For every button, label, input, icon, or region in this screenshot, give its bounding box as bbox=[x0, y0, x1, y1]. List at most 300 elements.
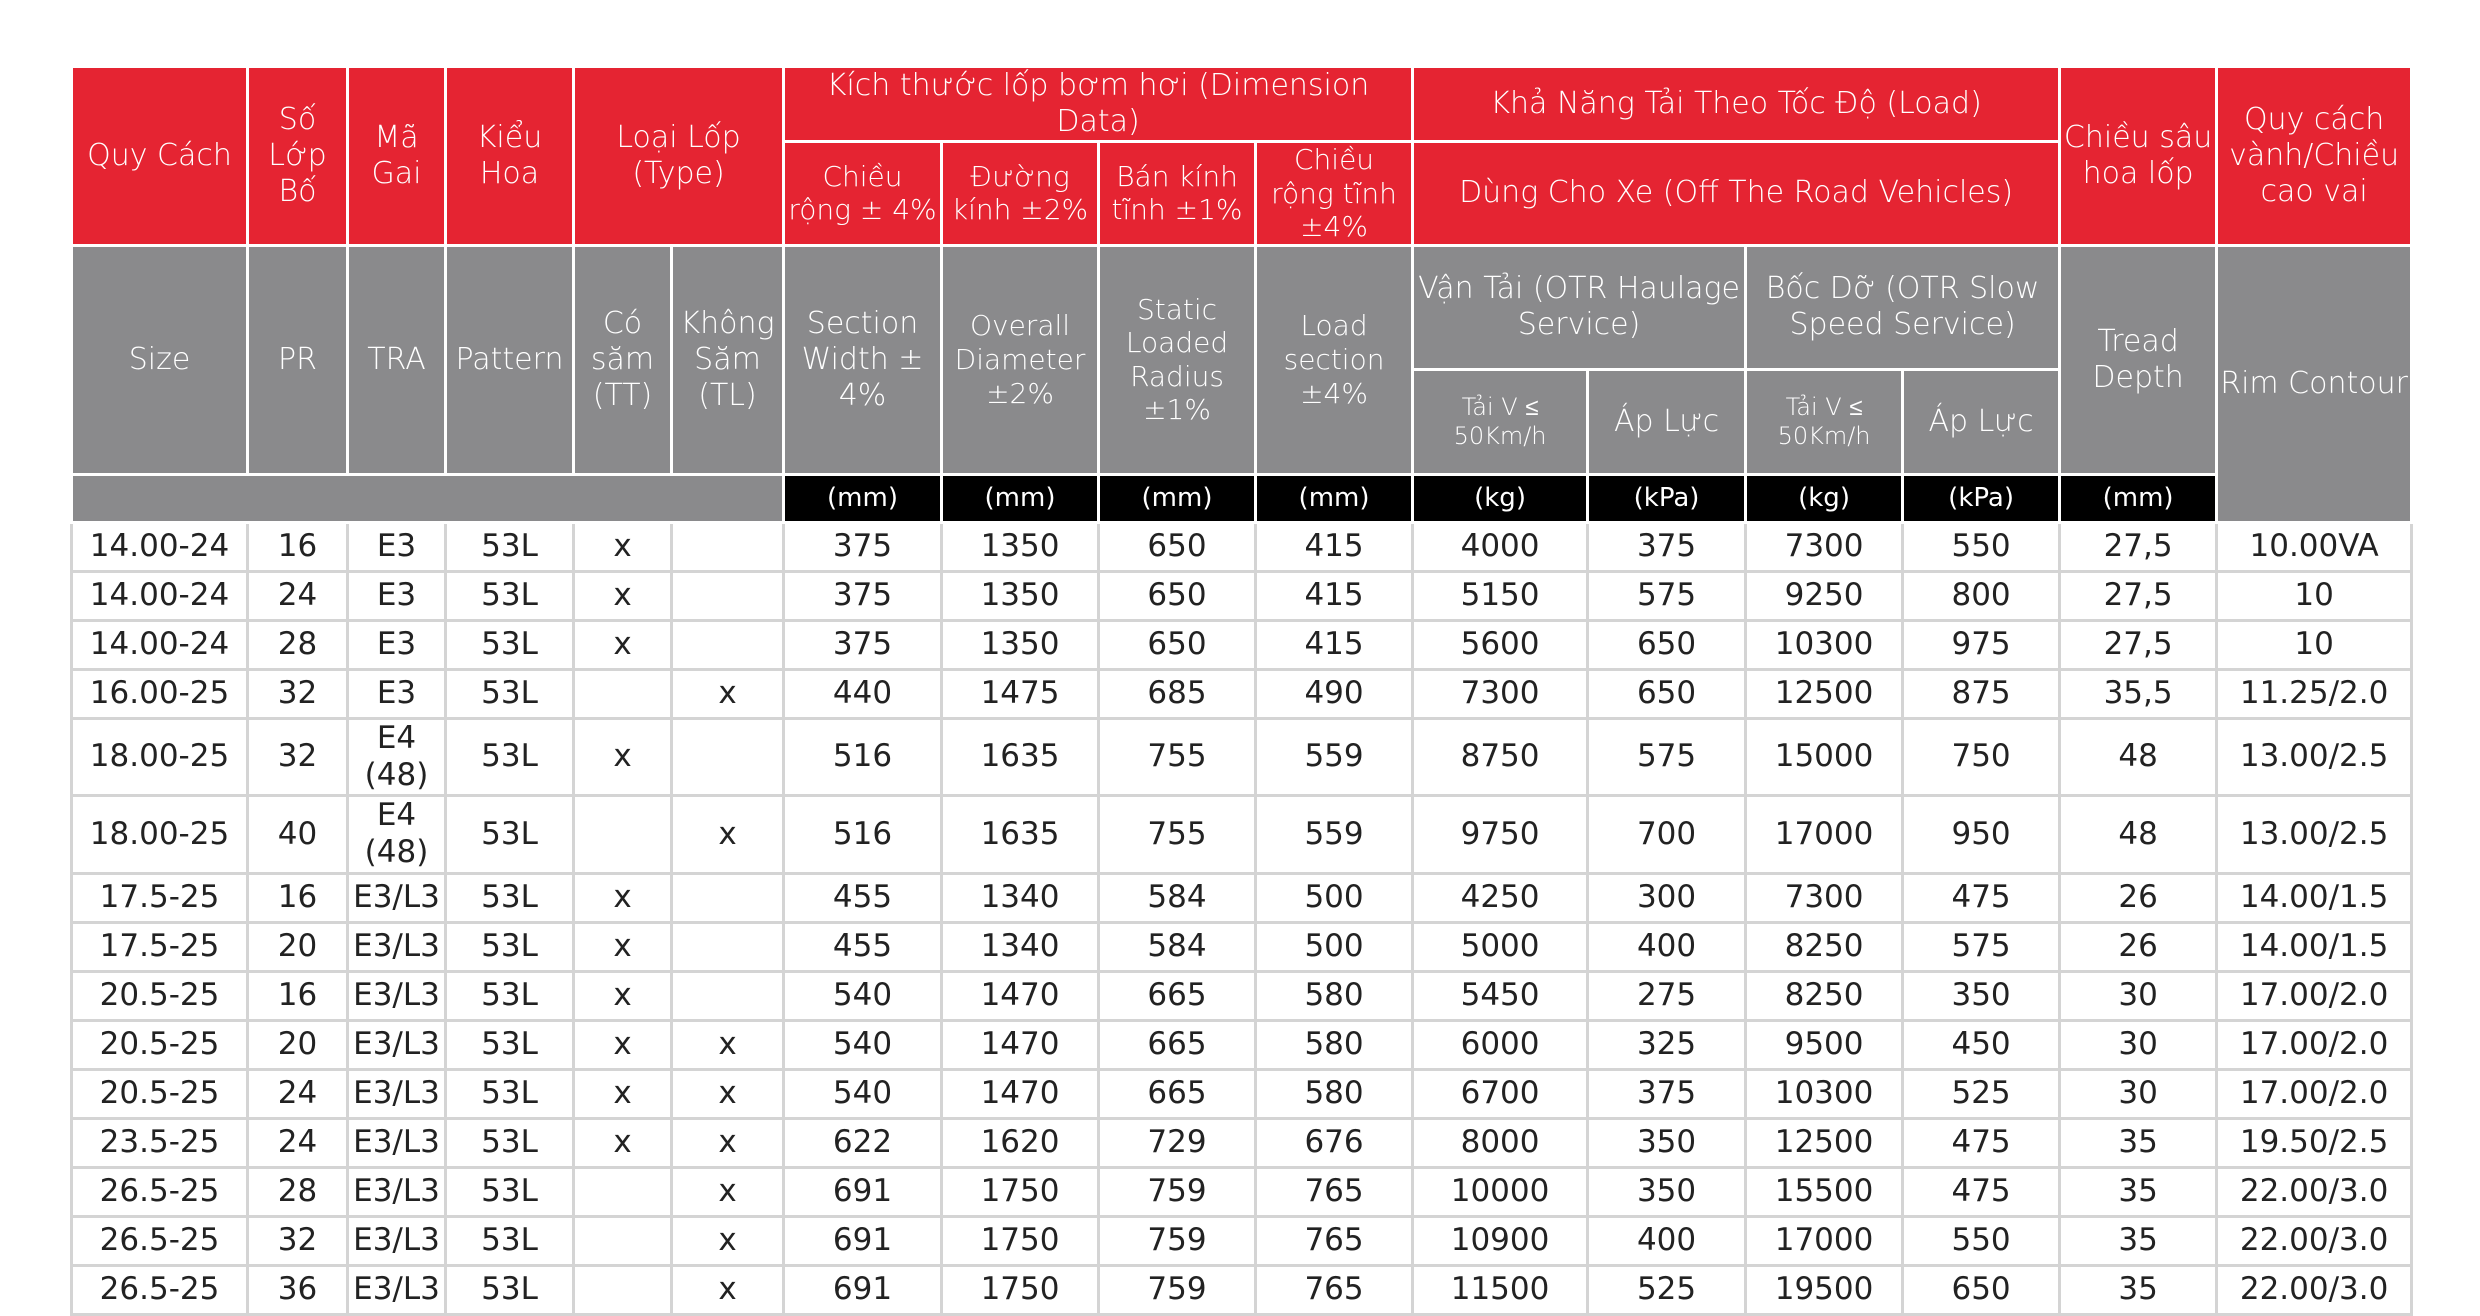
table-row bbox=[72, 1167, 2412, 1216]
cell-pattern: 53L bbox=[446, 1069, 574, 1118]
cell-overall-diameter: 1470 bbox=[942, 971, 1099, 1020]
cell-section-width: 516 bbox=[784, 796, 942, 873]
cell-section-width: 540 bbox=[784, 971, 942, 1020]
cell-load-section: 559 bbox=[1256, 796, 1413, 873]
cell-static-radius: 584 bbox=[1099, 873, 1256, 922]
cell-pattern: 53L bbox=[446, 1020, 574, 1069]
cell-haulage-pressure: 400 bbox=[1588, 1216, 1746, 1265]
cell-pr: 24 bbox=[248, 1069, 348, 1118]
cell-load-section: 559 bbox=[1256, 718, 1413, 795]
cell-size: 20.5-25 bbox=[72, 1020, 248, 1069]
cell-tra: E3/L3 bbox=[348, 1265, 446, 1314]
cell-size: 26.5-25 bbox=[72, 1265, 248, 1314]
cell-slow-load: 17000 bbox=[1746, 1216, 1903, 1265]
table-body bbox=[72, 67, 2412, 1315]
cell-static-radius: 650 bbox=[1099, 571, 1256, 620]
cell-static-radius: 759 bbox=[1099, 1265, 1256, 1314]
cell-slow-pressure: 950 bbox=[1903, 796, 2060, 873]
cell-rim-contour: 11.25/2.0 bbox=[2217, 669, 2412, 718]
cell-pr: 32 bbox=[248, 1216, 348, 1265]
cell-static-radius: 665 bbox=[1099, 1020, 1256, 1069]
unit-haulage-load: (kg) bbox=[1413, 474, 1588, 522]
cell-tread-depth: 30 bbox=[2060, 1069, 2217, 1118]
cell-size: 16.00-25 bbox=[72, 669, 248, 718]
cell-pattern: 53L bbox=[446, 718, 574, 795]
cell-tl bbox=[672, 873, 784, 922]
cell-slow-load: 15000 bbox=[1746, 718, 1903, 795]
cell-static-radius: 755 bbox=[1099, 796, 1256, 873]
cell-tl: x bbox=[672, 1020, 784, 1069]
header-section-width-en: Section Width ± 4% bbox=[784, 245, 942, 474]
cell-overall-diameter: 1470 bbox=[942, 1069, 1099, 1118]
cell-section-width: 440 bbox=[784, 669, 942, 718]
tire-spec-table bbox=[70, 65, 2413, 1316]
cell-tra: E3/L3 bbox=[348, 1118, 446, 1167]
table-row bbox=[72, 1069, 2412, 1118]
table-row bbox=[72, 669, 2412, 718]
cell-static-radius: 650 bbox=[1099, 522, 1256, 571]
cell-pr: 24 bbox=[248, 571, 348, 620]
cell-static-radius: 729 bbox=[1099, 1118, 1256, 1167]
cell-tl bbox=[672, 522, 784, 571]
cell-overall-diameter: 1635 bbox=[942, 796, 1099, 873]
cell-size: 20.5-25 bbox=[72, 1069, 248, 1118]
cell-section-width: 691 bbox=[784, 1265, 942, 1314]
cell-haulage-load: 8750 bbox=[1413, 718, 1588, 795]
units-spacer bbox=[72, 474, 784, 522]
cell-rim-contour: 22.00/3.0 bbox=[2217, 1265, 2412, 1314]
cell-tt: x bbox=[574, 1069, 672, 1118]
cell-tl bbox=[672, 922, 784, 971]
cell-load-section: 765 bbox=[1256, 1265, 1413, 1314]
cell-haulage-load: 5450 bbox=[1413, 971, 1588, 1020]
header-pr-vi: Số Lớp Bố bbox=[248, 67, 348, 246]
cell-tt: x bbox=[574, 571, 672, 620]
cell-load-section: 500 bbox=[1256, 873, 1413, 922]
cell-slow-pressure: 350 bbox=[1903, 971, 2060, 1020]
cell-haulage-pressure: 575 bbox=[1588, 571, 1746, 620]
header-load-sub: Dùng Cho Xe (Off The Road Vehicles) bbox=[1413, 142, 2060, 246]
header-size-vi: Quy Cách bbox=[72, 67, 248, 246]
cell-tra: E3 bbox=[348, 669, 446, 718]
cell-section-width: 455 bbox=[784, 922, 942, 971]
cell-slow-load: 8250 bbox=[1746, 922, 1903, 971]
cell-haulage-load: 4000 bbox=[1413, 522, 1588, 571]
table-row bbox=[72, 922, 2412, 971]
cell-tl bbox=[672, 571, 784, 620]
cell-slow-load: 9250 bbox=[1746, 571, 1903, 620]
cell-load-section: 580 bbox=[1256, 1069, 1413, 1118]
table-row bbox=[72, 1020, 2412, 1069]
cell-pattern: 53L bbox=[446, 620, 574, 669]
cell-overall-diameter: 1340 bbox=[942, 873, 1099, 922]
table-row bbox=[72, 522, 2412, 571]
cell-overall-diameter: 1350 bbox=[942, 522, 1099, 571]
cell-tread-depth: 35 bbox=[2060, 1167, 2217, 1216]
cell-tl: x bbox=[672, 669, 784, 718]
cell-load-section: 500 bbox=[1256, 922, 1413, 971]
cell-pr: 16 bbox=[248, 971, 348, 1020]
cell-tl bbox=[672, 718, 784, 795]
cell-haulage-load: 6700 bbox=[1413, 1069, 1588, 1118]
header-pr-en: PR bbox=[248, 245, 348, 474]
cell-haulage-load: 6000 bbox=[1413, 1020, 1588, 1069]
unit-section-width: (mm) bbox=[784, 474, 942, 522]
cell-tra: E3/L3 bbox=[348, 1020, 446, 1069]
table-row bbox=[72, 620, 2412, 669]
unit-load-section: (mm) bbox=[1256, 474, 1413, 522]
cell-tread-depth: 48 bbox=[2060, 796, 2217, 873]
header-units-row bbox=[72, 474, 2412, 522]
cell-slow-load: 7300 bbox=[1746, 873, 1903, 922]
cell-size: 14.00-24 bbox=[72, 571, 248, 620]
cell-tt: x bbox=[574, 522, 672, 571]
cell-tread-depth: 26 bbox=[2060, 873, 2217, 922]
cell-pattern: 53L bbox=[446, 971, 574, 1020]
cell-tra: E3/L3 bbox=[348, 873, 446, 922]
cell-pattern: 53L bbox=[446, 669, 574, 718]
cell-haulage-load: 11500 bbox=[1413, 1265, 1588, 1314]
cell-tra: E3/L3 bbox=[348, 971, 446, 1020]
header-row-vi-top bbox=[72, 67, 2412, 142]
cell-pattern: 53L bbox=[446, 922, 574, 971]
cell-haulage-load: 10900 bbox=[1413, 1216, 1588, 1265]
cell-section-width: 375 bbox=[784, 571, 942, 620]
cell-haulage-load: 5600 bbox=[1413, 620, 1588, 669]
cell-tl bbox=[672, 971, 784, 1020]
table-row bbox=[72, 796, 2412, 873]
cell-tt: x bbox=[574, 1020, 672, 1069]
cell-pattern: 53L bbox=[446, 1265, 574, 1314]
cell-size: 26.5-25 bbox=[72, 1167, 248, 1216]
cell-overall-diameter: 1470 bbox=[942, 1020, 1099, 1069]
table-row bbox=[72, 873, 2412, 922]
cell-tl: x bbox=[672, 1216, 784, 1265]
table-row bbox=[72, 971, 2412, 1020]
cell-slow-load: 19500 bbox=[1746, 1265, 1903, 1314]
cell-tra: E3 bbox=[348, 522, 446, 571]
cell-section-width: 516 bbox=[784, 718, 942, 795]
cell-size: 20.5-25 bbox=[72, 971, 248, 1020]
cell-tl: x bbox=[672, 1167, 784, 1216]
cell-overall-diameter: 1750 bbox=[942, 1265, 1099, 1314]
cell-load-section: 580 bbox=[1256, 1020, 1413, 1069]
cell-tt bbox=[574, 1265, 672, 1314]
cell-haulage-load: 8000 bbox=[1413, 1118, 1588, 1167]
cell-pattern: 53L bbox=[446, 1216, 574, 1265]
header-haulage-load: Tải V ≤ 50Km/h bbox=[1413, 369, 1588, 474]
cell-slow-load: 12500 bbox=[1746, 1118, 1903, 1167]
cell-slow-pressure: 475 bbox=[1903, 1167, 2060, 1216]
cell-tt bbox=[574, 1167, 672, 1216]
cell-rim-contour: 13.00/2.5 bbox=[2217, 718, 2412, 795]
cell-tl bbox=[672, 620, 784, 669]
cell-rim-contour: 22.00/3.0 bbox=[2217, 1216, 2412, 1265]
cell-haulage-load: 7300 bbox=[1413, 669, 1588, 718]
cell-haulage-pressure: 575 bbox=[1588, 718, 1746, 795]
cell-slow-pressure: 750 bbox=[1903, 718, 2060, 795]
cell-pr: 28 bbox=[248, 1167, 348, 1216]
cell-tra: E3 bbox=[348, 571, 446, 620]
header-slow-speed: Bốc Dỡ (OTR Slow Speed Service) bbox=[1746, 245, 2060, 369]
cell-slow-load: 8250 bbox=[1746, 971, 1903, 1020]
cell-tra: E3/L3 bbox=[348, 922, 446, 971]
cell-tt: x bbox=[574, 971, 672, 1020]
cell-section-width: 540 bbox=[784, 1020, 942, 1069]
cell-tra: E3/L3 bbox=[348, 1167, 446, 1216]
cell-size: 14.00-24 bbox=[72, 620, 248, 669]
cell-pr: 28 bbox=[248, 620, 348, 669]
cell-pattern: 53L bbox=[446, 571, 574, 620]
header-type-tt: Có săm (TT) bbox=[574, 245, 672, 474]
cell-rim-contour: 13.00/2.5 bbox=[2217, 796, 2412, 873]
cell-load-section: 415 bbox=[1256, 571, 1413, 620]
cell-rim-contour: 14.00/1.5 bbox=[2217, 873, 2412, 922]
header-tread-en: Tread Depth bbox=[2060, 245, 2217, 474]
cell-tt: x bbox=[574, 922, 672, 971]
cell-tra: E3 bbox=[348, 620, 446, 669]
unit-haulage-pressure: (kPa) bbox=[1588, 474, 1746, 522]
cell-pattern: 53L bbox=[446, 796, 574, 873]
cell-pattern: 53L bbox=[446, 522, 574, 571]
cell-tra: E3/L3 bbox=[348, 1216, 446, 1265]
cell-overall-diameter: 1350 bbox=[942, 571, 1099, 620]
cell-slow-pressure: 475 bbox=[1903, 1118, 2060, 1167]
cell-tread-depth: 35,5 bbox=[2060, 669, 2217, 718]
table-row bbox=[72, 1265, 2412, 1314]
header-static-radius-vi: Bán kính tĩnh ±1% bbox=[1099, 142, 1256, 246]
cell-rim-contour: 22.00/3.0 bbox=[2217, 1167, 2412, 1216]
cell-section-width: 375 bbox=[784, 522, 942, 571]
header-slow-load: Tải V ≤ 50Km/h bbox=[1746, 369, 1903, 474]
cell-size: 23.5-25 bbox=[72, 1118, 248, 1167]
cell-tl: x bbox=[672, 1069, 784, 1118]
cell-static-radius: 584 bbox=[1099, 922, 1256, 971]
cell-load-section: 415 bbox=[1256, 522, 1413, 571]
cell-rim-contour: 10.00VA bbox=[2217, 522, 2412, 571]
cell-load-section: 490 bbox=[1256, 669, 1413, 718]
cell-pattern: 53L bbox=[446, 1118, 574, 1167]
cell-haulage-load: 5150 bbox=[1413, 571, 1588, 620]
cell-tl: x bbox=[672, 796, 784, 873]
cell-section-width: 622 bbox=[784, 1118, 942, 1167]
cell-haulage-pressure: 375 bbox=[1588, 1069, 1746, 1118]
cell-static-radius: 685 bbox=[1099, 669, 1256, 718]
cell-static-radius: 665 bbox=[1099, 971, 1256, 1020]
table-row bbox=[72, 1216, 2412, 1265]
cell-haulage-pressure: 325 bbox=[1588, 1020, 1746, 1069]
header-load-section-vi: Chiều rộng tĩnh ±4% bbox=[1256, 142, 1413, 246]
cell-tt bbox=[574, 1216, 672, 1265]
cell-pattern: 53L bbox=[446, 1167, 574, 1216]
header-static-radius-en: Static Loaded Radius ±1% bbox=[1099, 245, 1256, 474]
header-haulage: Vận Tải (OTR Haulage Service) bbox=[1413, 245, 1746, 369]
cell-haulage-load: 4250 bbox=[1413, 873, 1588, 922]
cell-tt bbox=[574, 669, 672, 718]
cell-static-radius: 759 bbox=[1099, 1216, 1256, 1265]
cell-slow-load: 10300 bbox=[1746, 1069, 1903, 1118]
header-load-group: Khả Năng Tải Theo Tốc Độ (Load) bbox=[1413, 67, 2060, 142]
cell-static-radius: 755 bbox=[1099, 718, 1256, 795]
cell-slow-pressure: 875 bbox=[1903, 669, 2060, 718]
cell-tread-depth: 27,5 bbox=[2060, 620, 2217, 669]
cell-tread-depth: 30 bbox=[2060, 971, 2217, 1020]
header-tread-vi: Chiều sâu hoa lốp bbox=[2060, 67, 2217, 246]
cell-haulage-load: 9750 bbox=[1413, 796, 1588, 873]
unit-static-radius: (mm) bbox=[1099, 474, 1256, 522]
cell-tra: E4 (48) bbox=[348, 796, 446, 873]
cell-section-width: 691 bbox=[784, 1216, 942, 1265]
cell-rim-contour: 17.00/2.0 bbox=[2217, 1020, 2412, 1069]
cell-pr: 16 bbox=[248, 873, 348, 922]
cell-size: 18.00-25 bbox=[72, 796, 248, 873]
cell-slow-pressure: 550 bbox=[1903, 1216, 2060, 1265]
cell-pr: 32 bbox=[248, 669, 348, 718]
cell-tread-depth: 35 bbox=[2060, 1216, 2217, 1265]
cell-load-section: 415 bbox=[1256, 620, 1413, 669]
header-load-section-en: Load section ±4% bbox=[1256, 245, 1413, 474]
table-row bbox=[72, 571, 2412, 620]
unit-slow-load: (kg) bbox=[1746, 474, 1903, 522]
header-type-tl: Không Săm (TL) bbox=[672, 245, 784, 474]
cell-size: 26.5-25 bbox=[72, 1216, 248, 1265]
cell-haulage-pressure: 650 bbox=[1588, 669, 1746, 718]
cell-slow-pressure: 450 bbox=[1903, 1020, 2060, 1069]
cell-rim-contour: 17.00/2.0 bbox=[2217, 971, 2412, 1020]
cell-slow-load: 10300 bbox=[1746, 620, 1903, 669]
cell-static-radius: 650 bbox=[1099, 620, 1256, 669]
cell-tt: x bbox=[574, 873, 672, 922]
cell-pr: 40 bbox=[248, 796, 348, 873]
cell-tread-depth: 35 bbox=[2060, 1118, 2217, 1167]
cell-pr: 20 bbox=[248, 922, 348, 971]
header-overall-diameter-en: Overall Diameter ±2% bbox=[942, 245, 1099, 474]
cell-pr: 24 bbox=[248, 1118, 348, 1167]
cell-haulage-pressure: 650 bbox=[1588, 620, 1746, 669]
cell-tra: E4 (48) bbox=[348, 718, 446, 795]
cell-haulage-pressure: 525 bbox=[1588, 1265, 1746, 1314]
header-overall-diameter-vi: Đường kính ±2% bbox=[942, 142, 1099, 246]
cell-slow-pressure: 575 bbox=[1903, 922, 2060, 971]
cell-slow-pressure: 650 bbox=[1903, 1265, 2060, 1314]
cell-rim-contour: 10 bbox=[2217, 571, 2412, 620]
cell-load-section: 676 bbox=[1256, 1118, 1413, 1167]
header-tra-vi: Mã Gai bbox=[348, 67, 446, 246]
cell-haulage-pressure: 700 bbox=[1588, 796, 1746, 873]
cell-haulage-pressure: 350 bbox=[1588, 1118, 1746, 1167]
cell-tread-depth: 30 bbox=[2060, 1020, 2217, 1069]
header-dimension-group: Kích thước lốp bơm hơi (Dimension Data) bbox=[784, 67, 1413, 142]
cell-pr: 32 bbox=[248, 718, 348, 795]
cell-tread-depth: 26 bbox=[2060, 922, 2217, 971]
cell-section-width: 691 bbox=[784, 1167, 942, 1216]
cell-section-width: 455 bbox=[784, 873, 942, 922]
cell-overall-diameter: 1750 bbox=[942, 1167, 1099, 1216]
cell-size: 17.5-25 bbox=[72, 922, 248, 971]
cell-size: 18.00-25 bbox=[72, 718, 248, 795]
cell-overall-diameter: 1475 bbox=[942, 669, 1099, 718]
cell-tt: x bbox=[574, 620, 672, 669]
cell-tread-depth: 27,5 bbox=[2060, 571, 2217, 620]
cell-slow-pressure: 475 bbox=[1903, 873, 2060, 922]
header-slow-pressure: Áp Lực bbox=[1903, 369, 2060, 474]
cell-tl: x bbox=[672, 1118, 784, 1167]
cell-tt bbox=[574, 796, 672, 873]
cell-pr: 20 bbox=[248, 1020, 348, 1069]
header-section-width-vi: Chiều rộng ± 4% bbox=[784, 142, 942, 246]
header-pattern-en: Pattern bbox=[446, 245, 574, 474]
cell-tra: E3/L3 bbox=[348, 1069, 446, 1118]
cell-pr: 36 bbox=[248, 1265, 348, 1314]
cell-slow-pressure: 550 bbox=[1903, 522, 2060, 571]
cell-haulage-pressure: 375 bbox=[1588, 522, 1746, 571]
cell-rim-contour: 17.00/2.0 bbox=[2217, 1069, 2412, 1118]
cell-haulage-pressure: 300 bbox=[1588, 873, 1746, 922]
cell-size: 17.5-25 bbox=[72, 873, 248, 922]
cell-static-radius: 759 bbox=[1099, 1167, 1256, 1216]
cell-slow-load: 17000 bbox=[1746, 796, 1903, 873]
cell-haulage-load: 10000 bbox=[1413, 1167, 1588, 1216]
header-pattern-vi: Kiểu Hoa bbox=[446, 67, 574, 246]
cell-slow-pressure: 800 bbox=[1903, 571, 2060, 620]
header-type-vi: Loại Lốp (Type) bbox=[574, 67, 784, 246]
table-row bbox=[72, 1118, 2412, 1167]
unit-overall-diameter: (mm) bbox=[942, 474, 1099, 522]
header-row-en-top bbox=[72, 245, 2412, 369]
header-rim-en: Rim Contour bbox=[2217, 245, 2412, 522]
cell-slow-pressure: 975 bbox=[1903, 620, 2060, 669]
header-size-en: Size bbox=[72, 245, 248, 474]
cell-pattern: 53L bbox=[446, 873, 574, 922]
cell-load-section: 580 bbox=[1256, 971, 1413, 1020]
cell-slow-load: 9500 bbox=[1746, 1020, 1903, 1069]
unit-slow-pressure: (kPa) bbox=[1903, 474, 2060, 522]
cell-tread-depth: 48 bbox=[2060, 718, 2217, 795]
header-rim-vi: Quy cách vành/Chiều cao vai bbox=[2217, 67, 2412, 246]
cell-tread-depth: 27,5 bbox=[2060, 522, 2217, 571]
cell-haulage-pressure: 400 bbox=[1588, 922, 1746, 971]
cell-rim-contour: 19.50/2.5 bbox=[2217, 1118, 2412, 1167]
cell-rim-contour: 14.00/1.5 bbox=[2217, 922, 2412, 971]
cell-tt: x bbox=[574, 718, 672, 795]
cell-pr: 16 bbox=[248, 522, 348, 571]
cell-section-width: 375 bbox=[784, 620, 942, 669]
cell-haulage-pressure: 350 bbox=[1588, 1167, 1746, 1216]
cell-slow-load: 7300 bbox=[1746, 522, 1903, 571]
cell-haulage-load: 5000 bbox=[1413, 922, 1588, 971]
unit-tread-depth: (mm) bbox=[2060, 474, 2217, 522]
cell-size: 14.00-24 bbox=[72, 522, 248, 571]
cell-overall-diameter: 1750 bbox=[942, 1216, 1099, 1265]
cell-overall-diameter: 1350 bbox=[942, 620, 1099, 669]
cell-overall-diameter: 1340 bbox=[942, 922, 1099, 971]
cell-overall-diameter: 1620 bbox=[942, 1118, 1099, 1167]
cell-tread-depth: 35 bbox=[2060, 1265, 2217, 1314]
header-haulage-pressure: Áp Lực bbox=[1588, 369, 1746, 474]
cell-overall-diameter: 1635 bbox=[942, 718, 1099, 795]
cell-rim-contour: 10 bbox=[2217, 620, 2412, 669]
cell-haulage-pressure: 275 bbox=[1588, 971, 1746, 1020]
cell-load-section: 765 bbox=[1256, 1167, 1413, 1216]
cell-tl: x bbox=[672, 1265, 784, 1314]
cell-tt: x bbox=[574, 1118, 672, 1167]
header-tra-en: TRA bbox=[348, 245, 446, 474]
cell-slow-pressure: 525 bbox=[1903, 1069, 2060, 1118]
cell-slow-load: 15500 bbox=[1746, 1167, 1903, 1216]
table-row bbox=[72, 718, 2412, 795]
cell-section-width: 540 bbox=[784, 1069, 942, 1118]
cell-static-radius: 665 bbox=[1099, 1069, 1256, 1118]
